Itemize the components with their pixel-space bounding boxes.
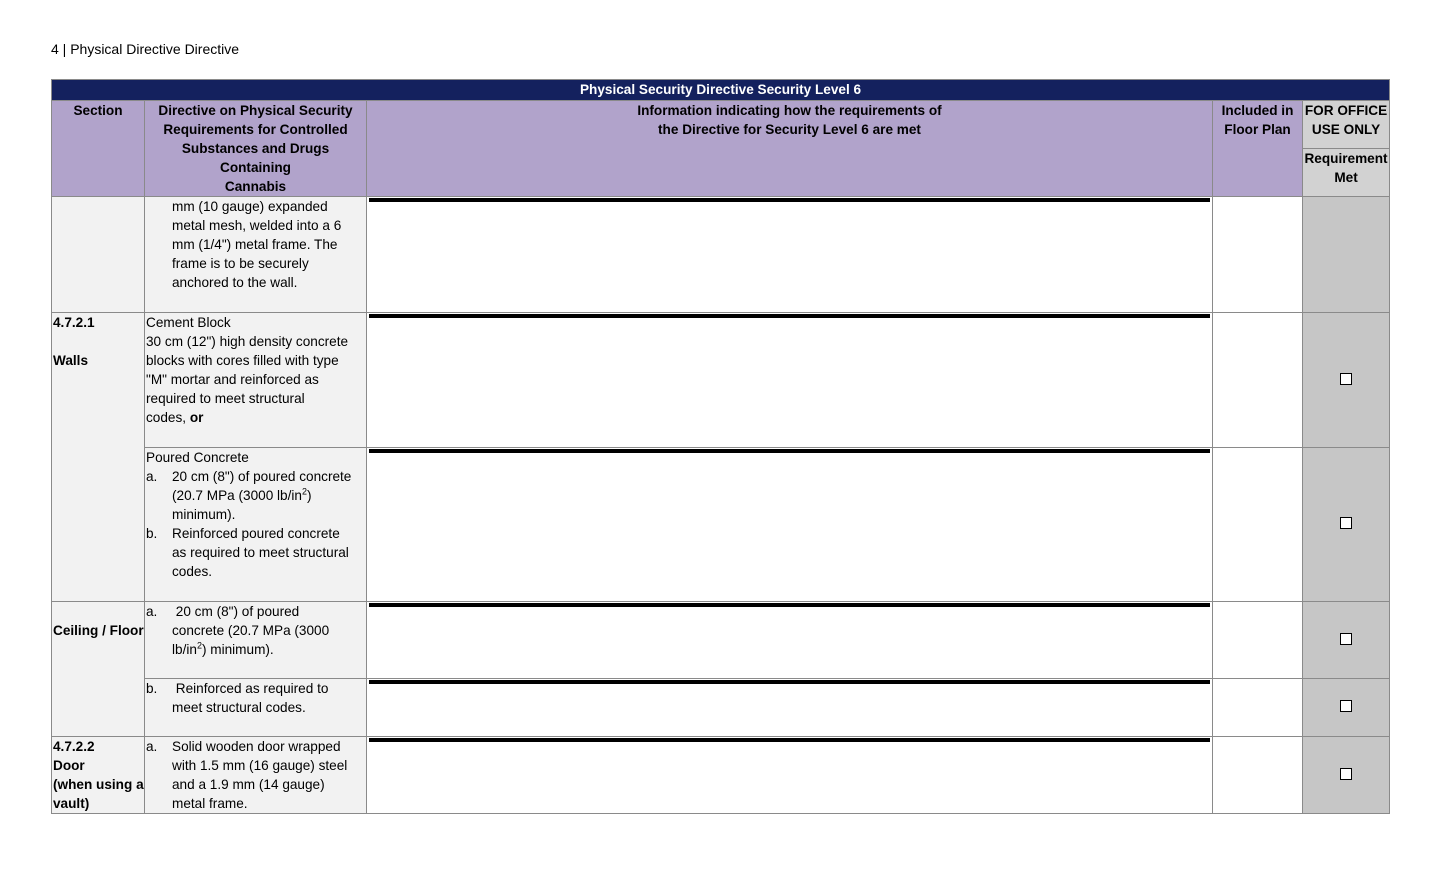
section-number: 4.7.2.1 — [53, 315, 95, 330]
directive-line: concrete (20.7 MPa (3000 — [172, 623, 330, 638]
header-office-use-only — [1303, 101, 1390, 149]
header-info-line: Information indicating how the requirements of — [637, 103, 942, 118]
item-marker: a. — [146, 604, 158, 619]
item-marker: a. — [146, 469, 158, 484]
table-row — [52, 448, 1390, 602]
header-floor-plan-line: Included in — [1221, 103, 1294, 118]
table-row — [52, 737, 1390, 814]
information-cell — [367, 313, 1213, 448]
list-item — [146, 467, 365, 524]
requirement-met-checkbox[interactable] — [1340, 700, 1352, 712]
directive-line: mm (10 gauge) expanded — [172, 199, 328, 214]
directive-cell — [145, 448, 367, 602]
directive-cell — [145, 737, 367, 814]
requirement-met-cell — [1303, 197, 1390, 313]
requirement-met-checkbox[interactable] — [1340, 517, 1352, 529]
directive-line: codes, — [146, 410, 187, 425]
section-name: vault) — [53, 796, 90, 811]
header-requirement-line: Requirement — [1304, 151, 1388, 166]
section-name: Walls — [53, 353, 88, 368]
requirement-met-cell — [1303, 602, 1390, 679]
table-title-row — [52, 80, 1390, 101]
directive-line: ) minimum). — [201, 642, 274, 657]
directive-cell — [145, 602, 367, 679]
information-cell — [367, 602, 1213, 679]
section-number: 4.7.2.2 — [53, 739, 95, 754]
directive-title: Poured Concrete — [146, 450, 249, 465]
directive-cell — [145, 313, 367, 448]
header-directive — [145, 101, 367, 197]
directive-line: Reinforced as required to — [172, 681, 329, 696]
directive-line: metal mesh, welded into a 6 — [172, 218, 342, 233]
directive-line: 30 cm (12") high density concrete — [146, 334, 349, 349]
directive-line: Reinforced poured concrete — [172, 526, 340, 541]
header-row — [52, 101, 1390, 149]
header-directive-line: Substances and Drugs Containing — [181, 141, 330, 175]
directive-line: metal frame. — [172, 796, 248, 811]
directive-line: "M" mortar and reinforced as — [146, 372, 319, 387]
directive-line: Solid wooden door wrapped — [172, 739, 341, 754]
list-item — [146, 524, 365, 581]
superscript: 2 — [196, 640, 202, 651]
directive-line: meet structural codes. — [172, 700, 306, 715]
header-office-line: FOR OFFICE — [1304, 103, 1388, 118]
directive-title: Cement Block — [146, 315, 231, 330]
floor-plan-cell[interactable] — [1213, 448, 1303, 602]
directive-line: codes. — [172, 564, 213, 579]
information-cell — [367, 448, 1213, 602]
header-office-line: USE ONLY — [1311, 122, 1381, 137]
directive-line: anchored to the wall. — [172, 275, 298, 290]
table-title: Physical Security Directive Security Level 6 — [52, 80, 1390, 101]
item-marker: b. — [146, 681, 158, 696]
section-name: Door — [53, 758, 85, 773]
header-directive-line: Directive on Physical Security — [158, 103, 353, 118]
floor-plan-cell[interactable] — [1213, 737, 1303, 814]
header-requirement-line: Met — [1334, 170, 1358, 185]
information-cell — [367, 197, 1213, 313]
requirement-met-checkbox[interactable] — [1340, 768, 1352, 780]
directive-line: (20.7 MPa (3000 lb/in — [172, 488, 302, 503]
header-floor-plan — [1213, 101, 1303, 197]
table-row — [52, 197, 1390, 313]
directive-line: mm (1/4") metal frame. The — [172, 237, 338, 252]
information-input[interactable] — [369, 198, 1210, 202]
table-row — [52, 602, 1390, 679]
directive-line: 20 cm (8") of poured — [172, 604, 300, 619]
directive-line: lb/in — [172, 642, 197, 657]
directive-cell — [145, 679, 367, 737]
directive-line: with 1.5 mm (16 gauge) steel — [172, 758, 348, 773]
section-cell-walls — [52, 313, 145, 602]
information-input[interactable] — [369, 314, 1210, 318]
information-input[interactable] — [369, 449, 1210, 453]
directive-cell — [145, 197, 367, 313]
header-info-line: the Directive for Security Level 6 are met — [658, 122, 921, 137]
header-floor-plan-line: Floor Plan — [1224, 122, 1291, 137]
requirement-met-cell — [1303, 313, 1390, 448]
directive-line: 20 cm (8") of poured concrete — [172, 469, 352, 484]
table-row — [52, 679, 1390, 737]
list-item — [146, 679, 365, 717]
directive-line: frame is to be securely — [172, 256, 309, 271]
section-cell-door — [52, 737, 145, 814]
directive-line: ) — [307, 488, 312, 503]
header-directive-line: Requirements for Controlled — [163, 122, 348, 137]
header-information — [367, 101, 1213, 197]
information-input[interactable] — [369, 738, 1210, 742]
page-header: 4 | Physical Directive Directive — [51, 41, 240, 57]
directive-line: as required to meet structural — [172, 545, 349, 560]
requirement-met-checkbox[interactable] — [1340, 633, 1352, 645]
information-input[interactable] — [369, 603, 1210, 607]
information-input[interactable] — [369, 680, 1210, 684]
floor-plan-cell[interactable] — [1213, 313, 1303, 448]
floor-plan-cell[interactable] — [1213, 602, 1303, 679]
table-row — [52, 313, 1390, 448]
item-marker: a. — [146, 739, 158, 754]
directive-or: or — [189, 410, 204, 425]
item-marker: b. — [146, 526, 158, 541]
floor-plan-cell[interactable] — [1213, 197, 1303, 313]
requirement-met-cell — [1303, 737, 1390, 814]
section-cell — [52, 197, 145, 313]
header-requirement-met — [1303, 149, 1390, 197]
list-item — [146, 737, 365, 813]
security-requirements-table — [51, 79, 1390, 814]
section-cell-ceiling-floor — [52, 602, 145, 737]
directive-line: and a 1.9 mm (14 gauge) — [172, 777, 325, 792]
header-directive-line: Cannabis — [224, 179, 287, 194]
section-name: Ceiling / Floor — [53, 623, 144, 638]
header-section: Section — [52, 101, 145, 197]
requirement-met-checkbox[interactable] — [1340, 373, 1352, 385]
information-cell — [367, 679, 1213, 737]
directive-line: minimum). — [172, 507, 236, 522]
requirement-met-cell — [1303, 448, 1390, 602]
floor-plan-cell[interactable] — [1213, 679, 1303, 737]
section-name: (when using a — [53, 777, 144, 792]
list-item — [146, 602, 365, 659]
directive-line: blocks with cores filled with type — [146, 353, 339, 368]
directive-line: required to meet structural — [146, 391, 305, 406]
requirement-met-cell — [1303, 679, 1390, 737]
information-cell — [367, 737, 1213, 814]
superscript: 2 — [301, 486, 307, 497]
